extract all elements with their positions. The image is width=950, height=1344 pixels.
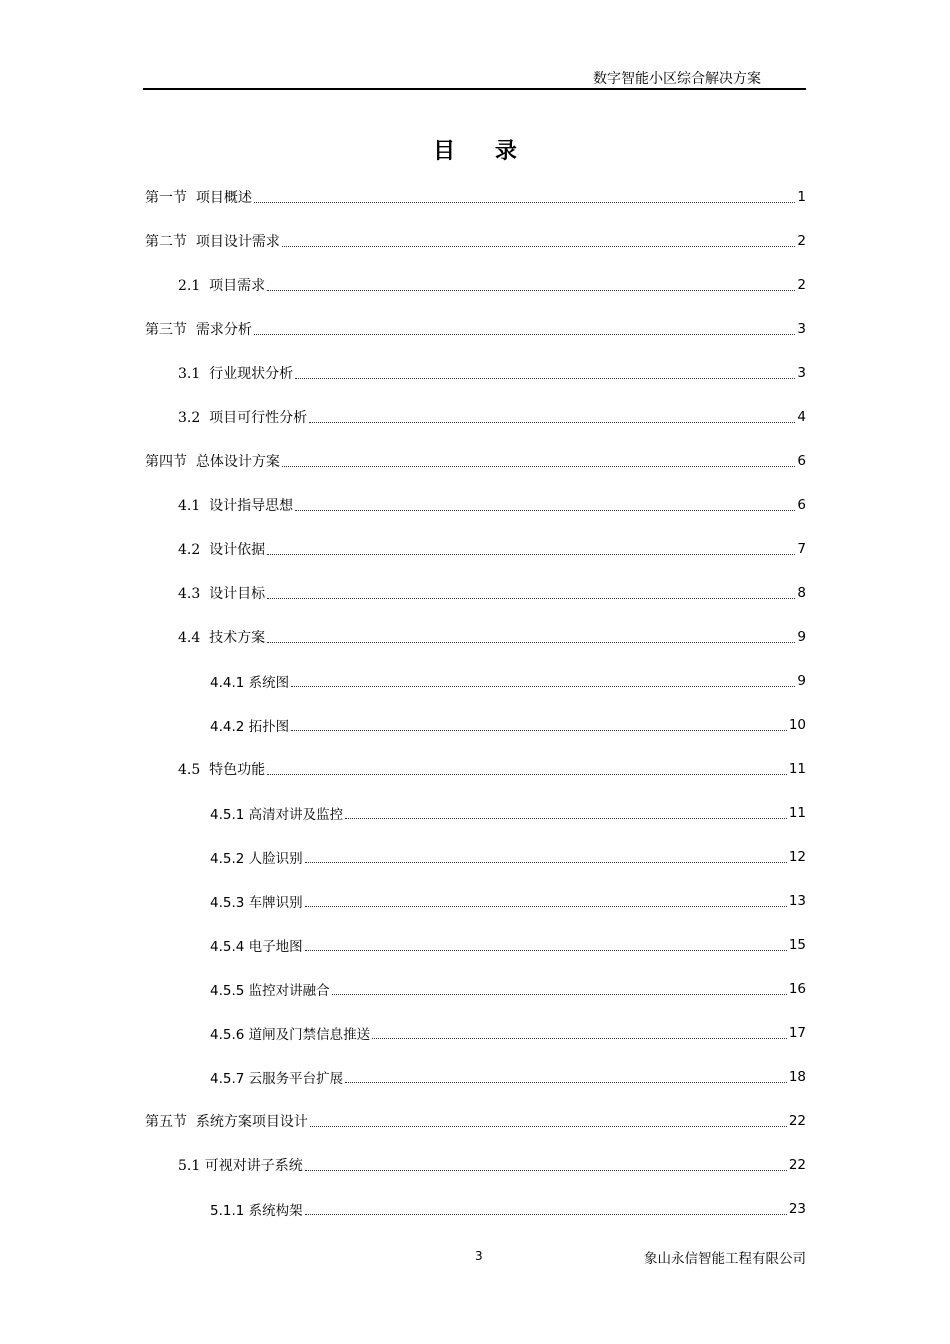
toc-leader-dots [291, 730, 787, 731]
footer-page-number: 3 [475, 1249, 483, 1263]
header-title: 数字智能小区综合解决方案 [593, 71, 761, 87]
toc-entry-label: 4.1 设计指导思想 [178, 495, 293, 515]
toc-entry[interactable] [143, 263, 806, 307]
toc-leader-dots [282, 466, 796, 467]
toc-entry-label: 第二节 项目设计需求 [145, 231, 280, 251]
toc-leader-dots [310, 1126, 787, 1127]
toc-leader-dots [345, 818, 787, 819]
toc-leader-dots [309, 422, 795, 423]
toc-leader-dots [295, 378, 795, 379]
toc-entry-label: 4.5.2 人脸识别 [210, 847, 303, 867]
toc-entry-page: 7 [797, 541, 806, 557]
toc-entry[interactable] [143, 659, 806, 703]
toc-entry-page: 9 [797, 629, 806, 645]
toc-entry[interactable] [143, 1143, 806, 1187]
toc-leader-dots [267, 642, 795, 643]
toc-entry-page: 8 [797, 585, 806, 601]
toc-entry-page: 4 [797, 409, 806, 425]
toc-leader-dots [282, 246, 796, 247]
toc-entry-label: 4.5.3 车牌识别 [210, 891, 303, 911]
toc-entry-page: 22 [788, 1157, 806, 1173]
toc-leader-dots [305, 1214, 787, 1215]
toc-entry[interactable] [143, 835, 806, 879]
toc-leader-dots [254, 202, 796, 203]
toc-entry-label: 3.1 行业现状分析 [178, 363, 293, 383]
toc-entry[interactable] [143, 703, 806, 747]
toc-entry-label: 第五节 系统方案项目设计 [145, 1111, 308, 1131]
toc-entry-page: 2 [797, 277, 806, 293]
toc-leader-dots [267, 554, 795, 555]
toc-entry-page: 18 [788, 1069, 806, 1085]
toc-entry-label: 4.2 设计依据 [178, 539, 265, 559]
toc-entry[interactable] [143, 307, 806, 351]
toc-entry-label: 第一节 项目概述 [145, 187, 252, 207]
toc-entry[interactable] [143, 1055, 806, 1099]
toc-leader-dots [305, 862, 787, 863]
toc-entry-page: 3 [797, 321, 806, 337]
toc-entry-page: 11 [788, 805, 806, 821]
toc-entry-page: 10 [788, 717, 806, 733]
toc-leader-dots [305, 906, 787, 907]
toc-leader-dots [345, 1082, 787, 1083]
toc-entry-page: 13 [788, 893, 806, 909]
toc-leader-dots [305, 1170, 787, 1171]
toc-entry-label: 4.3 设计目标 [178, 583, 265, 603]
toc-entry-label: 4.5.4 电子地图 [210, 935, 303, 955]
toc-entry[interactable] [143, 175, 806, 219]
toc-entry-label: 第三节 需求分析 [145, 319, 252, 339]
toc-entry-label: 4.5 特色功能 [178, 759, 265, 779]
toc-entry[interactable] [143, 439, 806, 483]
toc-leader-dots [305, 950, 787, 951]
toc-entry-label: 4.5.5 监控对讲融合 [210, 979, 330, 999]
toc-leader-dots [291, 686, 795, 687]
page-header [143, 66, 806, 90]
toc-entry-page: 6 [797, 497, 806, 513]
toc-entry[interactable] [143, 879, 806, 923]
toc-leader-dots [332, 994, 787, 995]
toc-entry-page: 23 [788, 1201, 806, 1217]
toc-entry-page: 6 [797, 453, 806, 469]
toc-entry-page: 1 [797, 189, 806, 205]
toc-entry-label: 4.4.1 系统图 [210, 671, 289, 691]
toc-entry-page: 15 [788, 937, 806, 953]
toc-entry-page: 17 [788, 1025, 806, 1041]
toc-leader-dots [267, 774, 787, 775]
toc-entry[interactable] [143, 747, 806, 791]
toc-entry-label: 4.5.1 高清对讲及监控 [210, 803, 343, 823]
toc-entry-page: 11 [788, 761, 806, 777]
toc-entry-page: 12 [788, 849, 806, 865]
toc-entry-label: 3.2 项目可行性分析 [178, 407, 307, 427]
toc-leader-dots [254, 334, 796, 335]
toc-entry-page: 2 [797, 233, 806, 249]
toc-entry-label: 4.4 技术方案 [178, 627, 265, 647]
toc-leader-dots [295, 510, 795, 511]
toc-entry-label: 4.4.2 拓扑图 [210, 715, 289, 735]
toc-entry-page: 22 [788, 1113, 806, 1129]
table-of-contents [143, 175, 806, 1231]
toc-entry[interactable] [143, 571, 806, 615]
toc-entry[interactable] [143, 1187, 806, 1231]
footer-company: 象山永信智能工程有限公司 [644, 1251, 806, 1267]
toc-entry[interactable] [143, 219, 806, 263]
toc-entry[interactable] [143, 967, 806, 1011]
toc-title: 目 录 [433, 138, 533, 164]
toc-entry[interactable] [143, 395, 806, 439]
toc-entry-label: 2.1 项目需求 [178, 275, 265, 295]
toc-entry[interactable] [143, 483, 806, 527]
toc-entry[interactable] [143, 1099, 806, 1143]
toc-entry[interactable] [143, 923, 806, 967]
toc-entry-page: 9 [797, 673, 806, 689]
toc-entry[interactable] [143, 1011, 806, 1055]
toc-entry-page: 16 [788, 981, 806, 997]
toc-leader-dots [372, 1038, 787, 1039]
toc-entry-label: 第四节 总体设计方案 [145, 451, 280, 471]
toc-entry-label: 5.1 可视对讲子系统 [178, 1155, 303, 1175]
toc-entry[interactable] [143, 615, 806, 659]
toc-entry-label: 4.5.7 云服务平台扩展 [210, 1067, 343, 1087]
toc-entry[interactable] [143, 351, 806, 395]
toc-leader-dots [267, 290, 795, 291]
toc-entry[interactable] [143, 527, 806, 571]
toc-leader-dots [267, 598, 795, 599]
toc-entry-page: 3 [797, 365, 806, 381]
toc-entry-label: 5.1.1 系统构架 [210, 1199, 303, 1219]
toc-entry-label: 4.5.6 道闸及门禁信息推送 [210, 1023, 370, 1043]
toc-entry[interactable] [143, 791, 806, 835]
